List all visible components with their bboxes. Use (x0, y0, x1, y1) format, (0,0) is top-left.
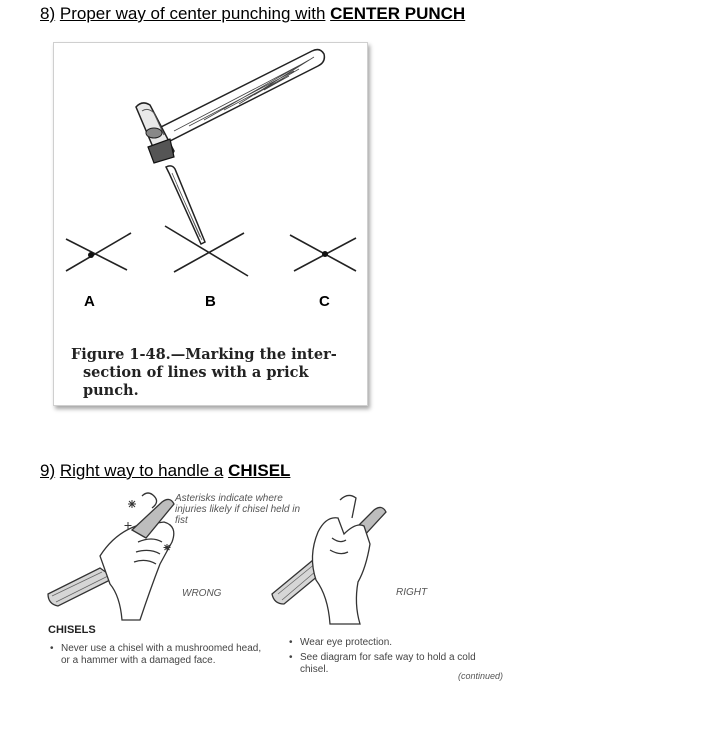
chisels-title: CHISELS (48, 624, 96, 636)
label-c: C (319, 293, 330, 310)
hammer-icon (136, 50, 324, 163)
cross-c (290, 235, 356, 271)
chisel-handling-figure (40, 486, 520, 696)
section-9-bold-term: CHISEL (228, 461, 291, 480)
center-punch-figure (53, 42, 368, 406)
asterisk-note: Asterisks indicate where injuries likely if chisel held in fist (175, 493, 301, 526)
section-9-text: Right way to handle a (59, 461, 224, 480)
label-a: A (84, 293, 95, 310)
cross-b (165, 226, 248, 276)
section-8-bold-term: CENTER PUNCH (330, 4, 466, 23)
section-9-heading (40, 461, 290, 481)
continued-note: (continued) (458, 671, 504, 681)
figure-caption (71, 346, 341, 400)
caption-line: section of lines with a prick (83, 364, 309, 381)
wrong-label: WRONG (182, 588, 222, 599)
label-b: B (205, 293, 216, 310)
section-8-text: Proper way of center punching with (59, 4, 326, 23)
prick-punch-icon (166, 166, 205, 244)
list-item: • See diagram for safe way to hold a cold chisel. (287, 652, 502, 676)
right-label: RIGHT (396, 587, 428, 598)
list-item: • Wear eye protection. (287, 637, 502, 649)
caption-line: punch. (83, 382, 139, 399)
section-9-number: 9) (40, 461, 56, 480)
section-8-heading (40, 4, 465, 24)
left-bullet-list (48, 643, 263, 670)
section-8-number: 8) (40, 4, 56, 23)
caption-line: Figure 1-48.—Marking the inter- (71, 346, 337, 363)
cross-a (66, 233, 131, 271)
wrong-grip-icon (48, 493, 174, 620)
list-item: • Never use a chisel with a mushroomed head, or a hammer with a damaged face. (48, 643, 263, 667)
